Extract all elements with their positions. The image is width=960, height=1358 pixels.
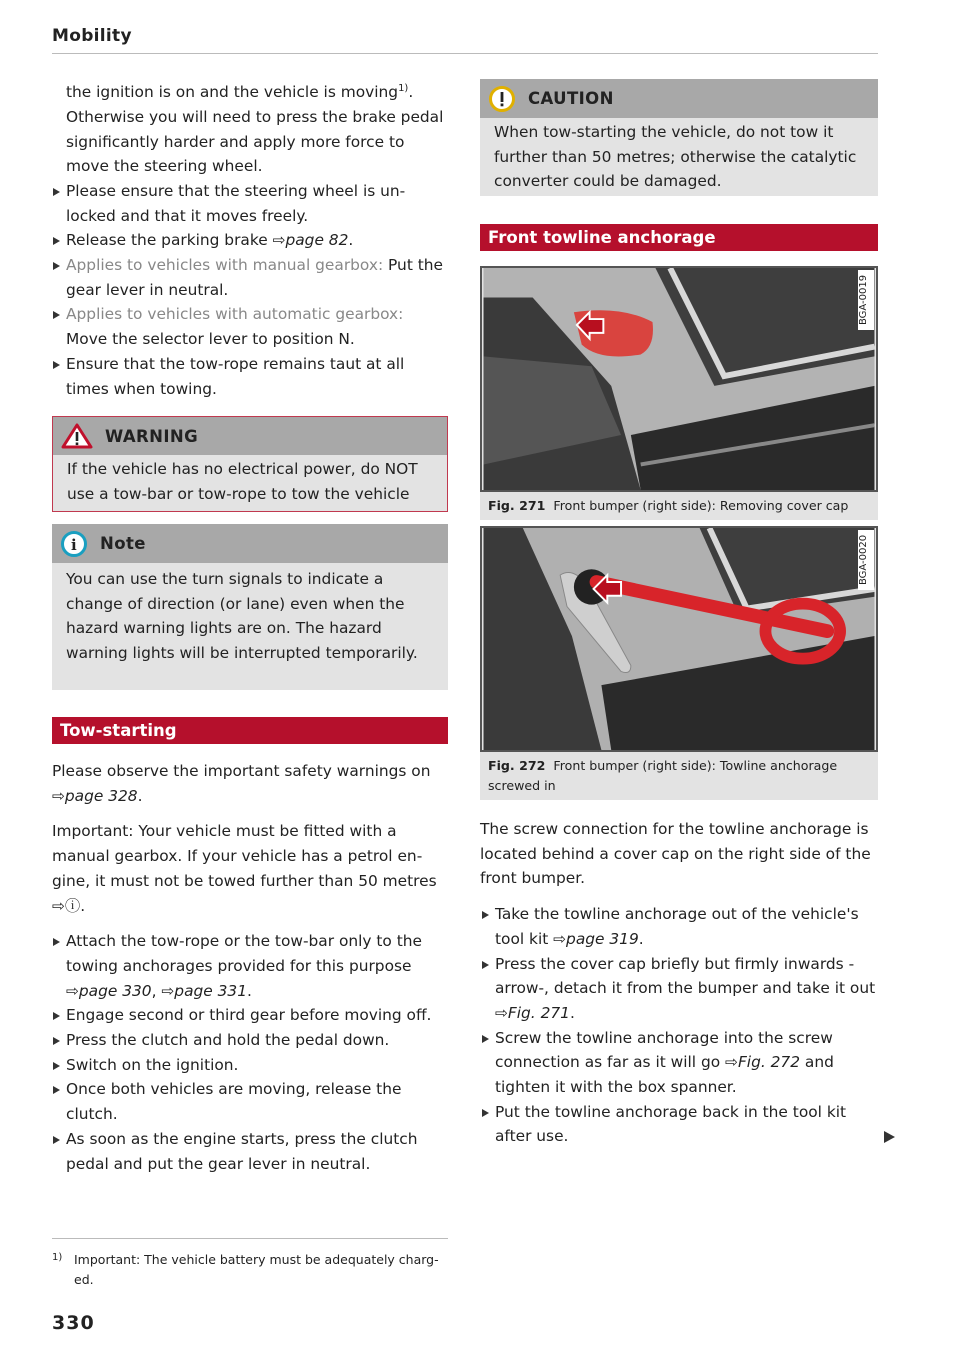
bullet-item: [52, 253, 448, 302]
bullet-item: [52, 929, 448, 1003]
page-reference-link[interactable]: ⇨Fig. 271: [495, 1003, 570, 1022]
text-segment: Applies to vehicles with manual gearbox:: [66, 256, 384, 275]
figure-code: BGA-0020: [858, 530, 874, 590]
svg-text:i: i: [70, 535, 78, 554]
figure-label: Fig. 271: [488, 498, 546, 513]
intro-paragraph: [52, 77, 448, 105]
bullet-item: [52, 1127, 448, 1176]
bullet-item: [52, 1077, 448, 1126]
bullet-list: [52, 929, 448, 1176]
text-segment: Screw the towline anchorage into the screw connection as far as it will go: [495, 1028, 833, 1072]
figure-code: BGA-0019: [858, 270, 874, 330]
text-segment: Press the cover cap briefly but firmly inwards -arrow-, detach it from the bumper and take it out: [495, 954, 876, 998]
page-reference-link[interactable]: ⇨Fig. 272: [725, 1053, 801, 1072]
text-segment: Put the gear lever in neutral.: [66, 256, 443, 299]
text-segment: Engage second or third gear before moving off.: [66, 1006, 432, 1025]
paragraph: [52, 819, 448, 918]
figure-caption: [480, 752, 878, 800]
footnote-text: Important: The vehicle battery must be adequately charged.: [74, 1252, 439, 1287]
text-segment: .: [137, 786, 143, 805]
page-reference-link[interactable]: ⇨page 328: [52, 786, 138, 805]
towline-text: [480, 817, 878, 1149]
text-segment: The screw connection for the towline anchorage is located behind a cover cap on the right side of the front bumper.: [480, 820, 871, 888]
bullet-item: [481, 1026, 878, 1100]
bullet-item: [52, 228, 448, 253]
text-segment: Once both vehicles are moving, release the clutch.: [66, 1080, 402, 1124]
warning-triangle-icon: [61, 423, 93, 449]
caption-text: Front bumper (right side): Removing cover cap: [553, 498, 849, 513]
footnote-mark: 1): [52, 1252, 63, 1263]
continue-arrow-icon: [884, 1131, 895, 1143]
text-segment: .: [247, 981, 252, 1000]
page-reference-link[interactable]: ⇨page 331: [161, 981, 248, 1000]
text-segment: Ensure that the tow-rope remains taut at all times when towing.: [66, 354, 405, 398]
bullet-item: [481, 902, 878, 951]
caution-box: [480, 79, 878, 196]
figure-271: [480, 266, 878, 520]
caution-text: When tow-starting the vehicle, do not tow it further than 50 metres; otherwise the catalytic converter could be damaged.: [494, 123, 857, 191]
text-segment: Move the selector lever to position N.: [66, 330, 355, 349]
caution-title: CAUTION: [528, 89, 614, 108]
header-rule: [52, 53, 878, 54]
text-segment: Put the towline anchorage back in the tool kit after use.: [495, 1102, 847, 1146]
text-segment: Please observe the important safety warnings on: [52, 762, 431, 780]
text-segment: .: [408, 83, 414, 102]
bullet-item: [52, 1028, 448, 1053]
bullet-item: [52, 1003, 448, 1028]
section-title-tow-starting: Tow-starting: [52, 717, 448, 744]
text-segment: Press the clutch and hold the pedal down.: [66, 1031, 390, 1050]
text-segment: .: [569, 1003, 575, 1022]
text-segment: ,: [151, 981, 162, 1000]
note-title: Note: [100, 534, 146, 553]
intro-paragraph: [52, 105, 448, 179]
info-icon: [60, 530, 88, 558]
footnote: [52, 1250, 448, 1290]
caution-icon: [488, 85, 516, 113]
bullet-item: [52, 352, 448, 401]
intro-text: [52, 77, 448, 401]
section-header: Mobility: [52, 26, 132, 46]
text-segment: and tighten it with the box spanner.: [495, 1053, 834, 1097]
section-title-front-towline: Front towline anchorage: [480, 224, 878, 251]
text-segment: Take the towline anchorage out of the vehicle's tool kit: [495, 905, 859, 948]
text-segment: ⇨ⓘ: [52, 896, 81, 915]
warning-box: [52, 416, 448, 512]
towline-anchorage-illustration: [480, 526, 878, 752]
paragraph: [480, 817, 878, 891]
bumper-cover-cap-illustration: [480, 266, 878, 492]
warning-text: If the vehicle has no electrical power, do NOT use a tow-bar or tow-rope to tow the vehicle: [67, 460, 418, 503]
bullet-item: [481, 1100, 878, 1149]
page-reference-link[interactable]: ⇨page 319: [553, 929, 639, 948]
figure-label: Fig. 272: [488, 758, 546, 773]
tow-starting-text: [52, 759, 448, 1176]
figure-caption: [480, 492, 878, 520]
page-number: 330: [52, 1312, 95, 1334]
bullet-item: [52, 179, 448, 228]
bullet-item: [52, 1053, 448, 1078]
bullet-item: [481, 952, 878, 1026]
bullet-item: [52, 302, 448, 351]
caption-text: Front bumper (right side): Towline anchorage screwed in: [488, 758, 838, 793]
page-reference-link[interactable]: ⇨page 82: [272, 231, 349, 250]
text-segment: Otherwise you will need to press the brake pedal significantly harder and apply more force to move the steering wheel.: [66, 107, 444, 176]
note-box: [52, 524, 448, 690]
text-segment: Please ensure that the steering wheel is unlocked and that it moves freely.: [66, 181, 406, 225]
text-segment: .: [348, 231, 354, 250]
text-segment: As soon as the engine starts, press the clutch pedal and put the gear lever in neutral.: [66, 1129, 418, 1173]
text-segment: Attach the tow-rope or the tow-bar only to the towing anchorages provided for this purpose: [66, 932, 422, 975]
text-segment: the ignition is on and the vehicle is moving: [66, 83, 399, 102]
page-reference-link[interactable]: ⇨page 330: [66, 981, 152, 1000]
bullet-list: [52, 179, 448, 401]
paragraph: [52, 759, 448, 808]
figure-272: [480, 526, 878, 800]
text-segment: 1): [398, 83, 409, 94]
text-segment: Applies to vehicles with automatic gearbox:: [66, 305, 404, 324]
text-segment: Release the parking brake: [66, 231, 273, 250]
text-segment: .: [638, 929, 644, 948]
text-segment: Switch on the ignition.: [66, 1055, 239, 1074]
text-segment: Important: Your vehicle must be fitted with a manual gearbox. If your vehicle has a petrol engine, it must not be towed further than 50 metres: [52, 822, 437, 890]
footnote-rule: [52, 1238, 448, 1239]
bullet-list: [480, 902, 878, 1149]
warning-title: WARNING: [105, 426, 199, 446]
note-text: You can use the turn signals to indicate a change of direction (or lane) even when the hazard warning lights are on. The hazard warning lights will be interrupted temporarily.: [66, 570, 418, 663]
text-segment: .: [80, 896, 86, 915]
